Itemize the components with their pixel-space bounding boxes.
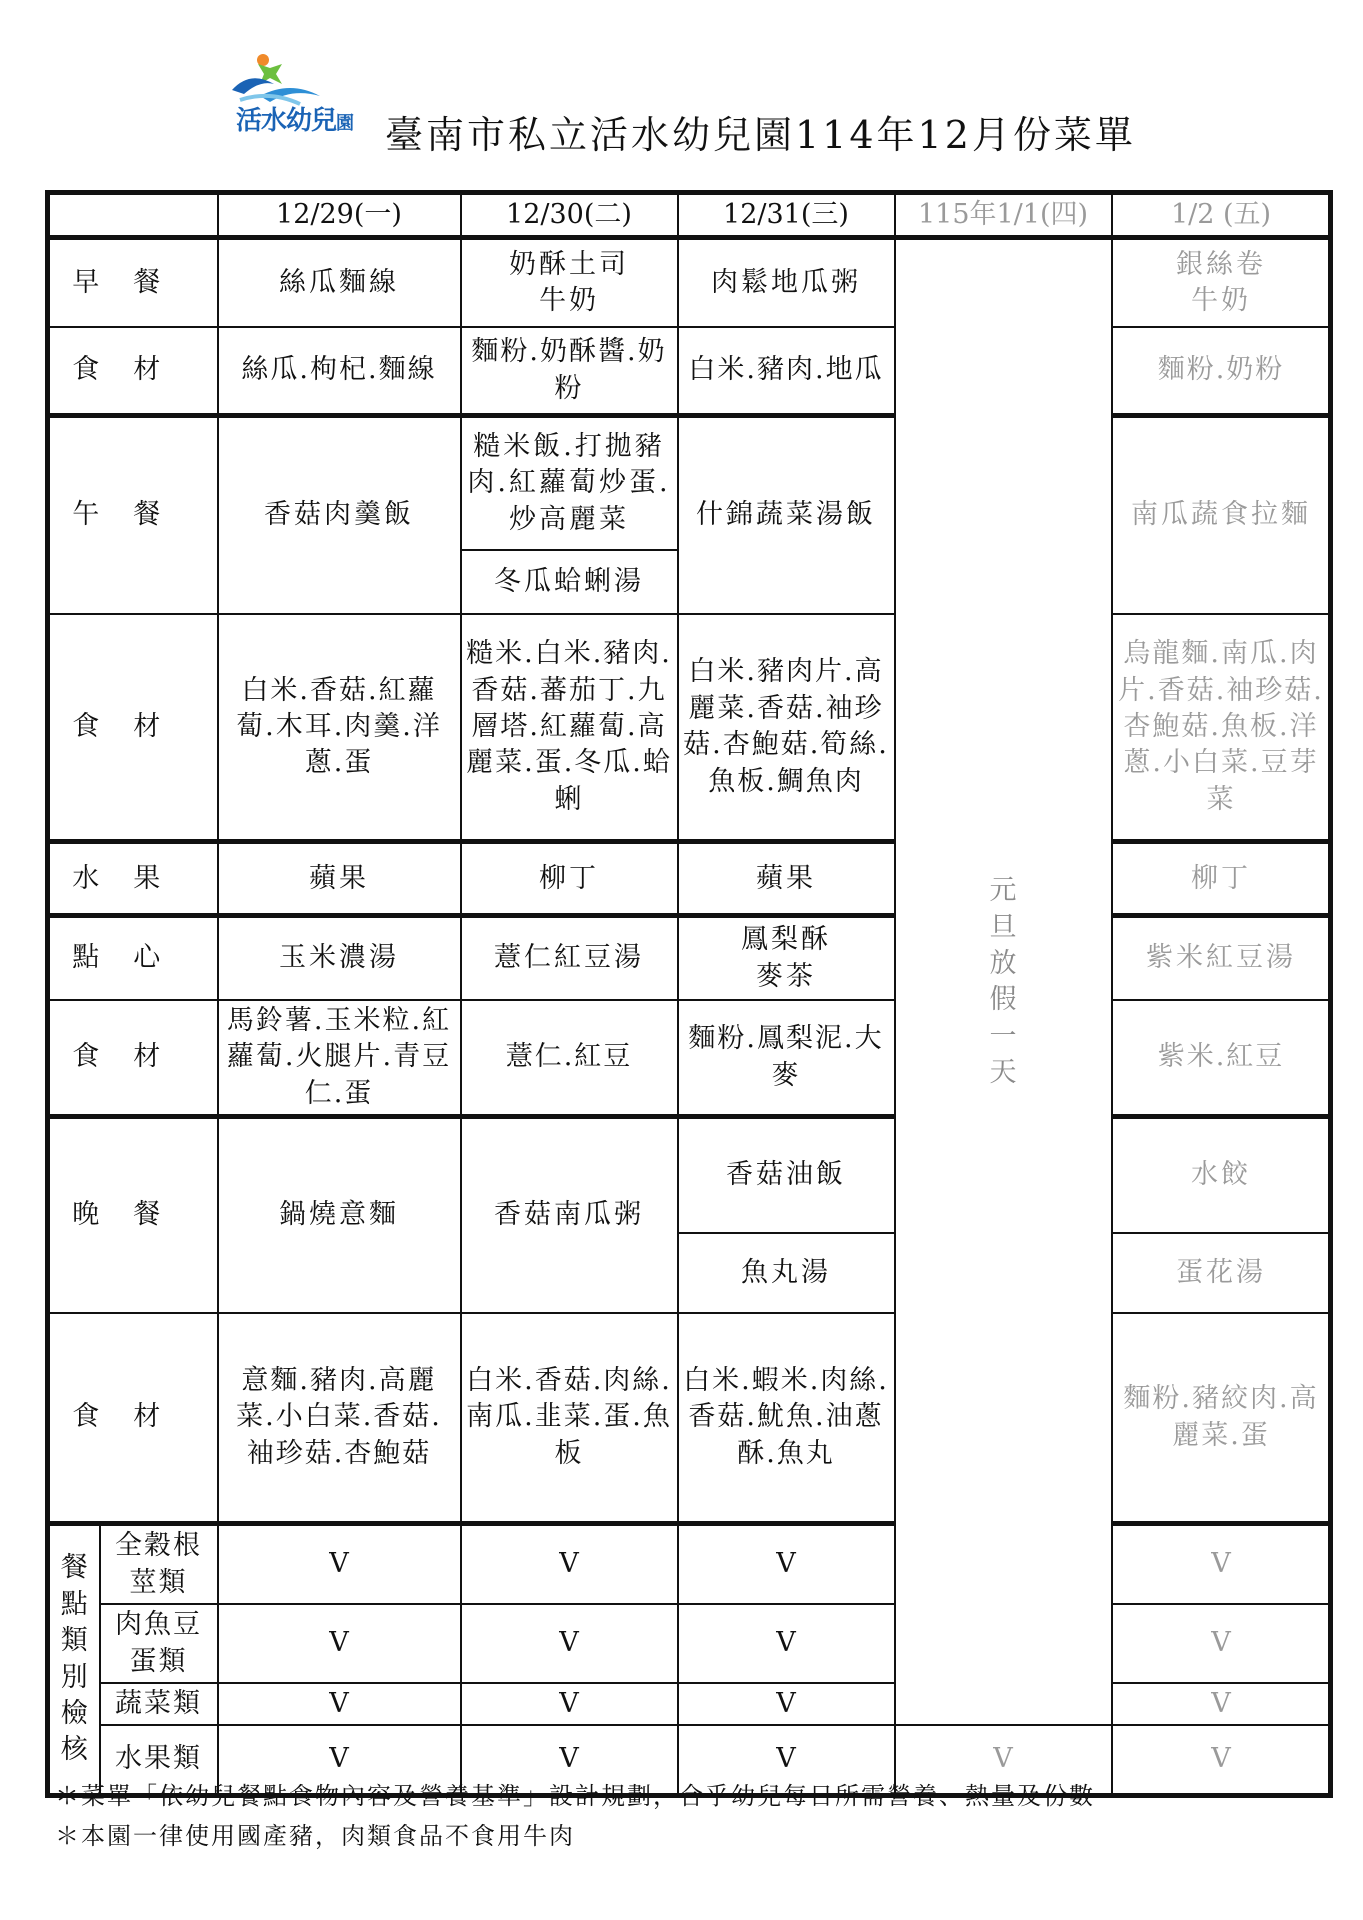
snack-label: 點心 (48, 916, 218, 1000)
dinner-ingredients-row (48, 1313, 1331, 1524)
breakfast-d5: 銀絲卷 牛奶 (1112, 238, 1331, 327)
cat-protein: 肉魚豆蛋類 (100, 1604, 218, 1683)
dinner-d5-main: 水餃 (1112, 1117, 1331, 1233)
lunch-ing-d3: 白米.豬肉片.高麗菜.香菇.袖珍菇.杏鮑菇.筍絲.魚板.鯛魚肉 (678, 614, 895, 842)
dinner-ing-d5: 麵粉.豬絞肉.高麗菜.蛋 (1112, 1313, 1331, 1524)
food-group-check-label: 餐點類別檢核 (48, 1524, 100, 1796)
breakfast-ing-d5: 麵粉.奶粉 (1112, 327, 1331, 416)
dinner-d5-soup: 蛋花湯 (1112, 1233, 1331, 1313)
snack-d1: 玉米濃湯 (218, 916, 461, 1000)
footer-notes (55, 1776, 1095, 1856)
fruit-label: 水果 (48, 842, 218, 916)
lunch-ing-d1: 白米.香菇.紅蘿蔔.木耳.肉羹.洋蔥.蛋 (218, 614, 461, 842)
breakfast-ingredients-row (48, 327, 1331, 416)
snack-d3: 鳳梨酥 麥茶 (678, 916, 895, 1000)
dinner-ing-d2: 白米.香菇.肉絲.南瓜.韭菜.蛋.魚板 (461, 1313, 678, 1524)
dinner-ing-d1: 意麵.豬肉.高麗菜.小白菜.香菇.袖珍菇.杏鮑菇 (218, 1313, 461, 1524)
dinner-label: 晚餐 (48, 1117, 218, 1313)
check-protein-d1: V (218, 1604, 461, 1683)
note-nutrition: ＊菜單「依幼兒餐點食物內容及營養基準」設計規劃，合乎幼兒每日所需營養、熱量及份數 (55, 1782, 1095, 1810)
lunch-d3: 什錦蔬菜湯飯 (678, 416, 895, 614)
snack-ing-d3: 麵粉.鳳梨泥.大麥 (678, 1000, 895, 1117)
check-vegetables-d4: V (1112, 1683, 1331, 1725)
lunch-d2-soup: 冬瓜蛤蜊湯 (461, 550, 678, 614)
snack-row (48, 916, 1331, 1000)
check-protein-row (48, 1604, 1331, 1683)
fruit-d1: 蘋果 (218, 842, 461, 916)
check-fruits-d2: V (461, 1725, 678, 1795)
snack-ing-d2: 薏仁.紅豆 (461, 1000, 678, 1117)
breakfast-ing-d3: 白米.豬肉.地瓜 (678, 327, 895, 416)
snack-ing-d5: 紫米.紅豆 (1112, 1000, 1331, 1117)
logo-text: 活水幼兒園 (236, 106, 354, 136)
snack-d5: 紫米紅豆湯 (1112, 916, 1331, 1000)
check-grains-d2: V (461, 1524, 678, 1604)
date-d3: 12/31(三) (678, 193, 895, 238)
lunch-ingredients-row (48, 614, 1331, 842)
lunch-row (48, 416, 1331, 550)
breakfast-label: 早餐 (48, 238, 218, 327)
check-grains-d1: V (218, 1524, 461, 1604)
breakfast-ingredients-label: 食材 (48, 327, 218, 416)
breakfast-row (48, 238, 1331, 327)
dinner-d1: 鍋燒意麵 (218, 1117, 461, 1313)
check-vegetables-row (48, 1683, 1331, 1725)
dinner-d2: 香菇南瓜粥 (461, 1117, 678, 1313)
date-d2: 12/30(二) (461, 193, 678, 238)
check-fruits-d1: V (218, 1725, 461, 1795)
date-d5: 1/2 (五) (1112, 193, 1331, 238)
breakfast-d3: 肉鬆地瓜粥 (678, 238, 895, 327)
breakfast-d1: 絲瓜麵線 (218, 238, 461, 327)
fruit-d3: 蘋果 (678, 842, 895, 916)
dinner-row (48, 1117, 1331, 1233)
check-fruits-d4: V (895, 1725, 1112, 1795)
cat-grains: 全穀根莖類 (100, 1524, 218, 1604)
breakfast-ing-d1: 絲瓜.枸杞.麵線 (218, 327, 461, 416)
dinner-ingredients-label: 食材 (48, 1313, 218, 1524)
dinner-d3-soup: 魚丸湯 (678, 1233, 895, 1313)
fruit-d5: 柳丁 (1112, 842, 1331, 916)
snack-ingredients-label: 食材 (48, 1000, 218, 1117)
cat-vegetables: 蔬菜類 (100, 1683, 218, 1725)
breakfast-d2: 奶酥土司 牛奶 (461, 238, 678, 327)
lunch-ing-d2: 糙米.白米.豬肉.香菇.蕃茄丁.九層塔.紅蘿蔔.高麗菜.蛋.冬瓜.蛤蜊 (461, 614, 678, 842)
holiday-cell: 元 旦 放 假 一 天 (895, 238, 1112, 1726)
lunch-label: 午餐 (48, 416, 218, 614)
check-grains-row (48, 1524, 1331, 1604)
dinner-ing-d3: 白米.蝦米.肉絲.香菇.魷魚.油蔥酥.魚丸 (678, 1313, 895, 1524)
lunch-d5: 南瓜蔬食拉麵 (1112, 416, 1331, 614)
date-d4: 115年1/1(四) (895, 193, 1112, 238)
dinner-d3-main: 香菇油飯 (678, 1117, 895, 1233)
cat-fruits: 水果類 (100, 1725, 218, 1795)
check-vegetables-d2: V (461, 1683, 678, 1725)
corner-cell (48, 193, 218, 238)
page-header (0, 0, 1363, 180)
check-protein-d2: V (461, 1604, 678, 1683)
check-protein-d3: V (678, 1604, 895, 1683)
check-protein-d4: V (1112, 1604, 1331, 1683)
snack-ing-d1: 馬鈴薯.玉米粒.紅蘿蔔.火腿片.青豆仁.蛋 (218, 1000, 461, 1117)
lunch-ingredients-label: 食材 (48, 614, 218, 842)
page-title: 臺南市私立活水幼兒園114年12月份菜單 (385, 113, 1136, 157)
fruit-row (48, 842, 1331, 916)
note-pork: ＊本園一律使用國產豬，肉類食品不食用牛肉 (55, 1822, 575, 1850)
snack-ingredients-row (48, 1000, 1331, 1117)
school-logo (230, 50, 380, 145)
check-fruits-d3: V (678, 1725, 895, 1795)
lunch-d1: 香菇肉羹飯 (218, 416, 461, 614)
lunch-ing-d5: 烏龍麵.南瓜.肉片.香菇.袖珍菇.杏鮑菇.魚板.洋蔥.小白菜.豆芽菜 (1112, 614, 1331, 842)
date-header-row (48, 193, 1331, 238)
date-d1: 12/29(一) (218, 193, 461, 238)
check-vegetables-d1: V (218, 1683, 461, 1725)
check-fruits-d5: V (1112, 1725, 1331, 1795)
fruit-d2: 柳丁 (461, 842, 678, 916)
check-vegetables-d3: V (678, 1683, 895, 1725)
check-grains-d4: V (1112, 1524, 1331, 1604)
lunch-d2-main: 糙米飯.打拋豬肉.紅蘿蔔炒蛋.炒高麗菜 (461, 416, 678, 550)
check-grains-d3: V (678, 1524, 895, 1604)
menu-table (45, 190, 1333, 1798)
breakfast-ing-d2: 麵粉.奶酥醬.奶粉 (461, 327, 678, 416)
snack-d2: 薏仁紅豆湯 (461, 916, 678, 1000)
